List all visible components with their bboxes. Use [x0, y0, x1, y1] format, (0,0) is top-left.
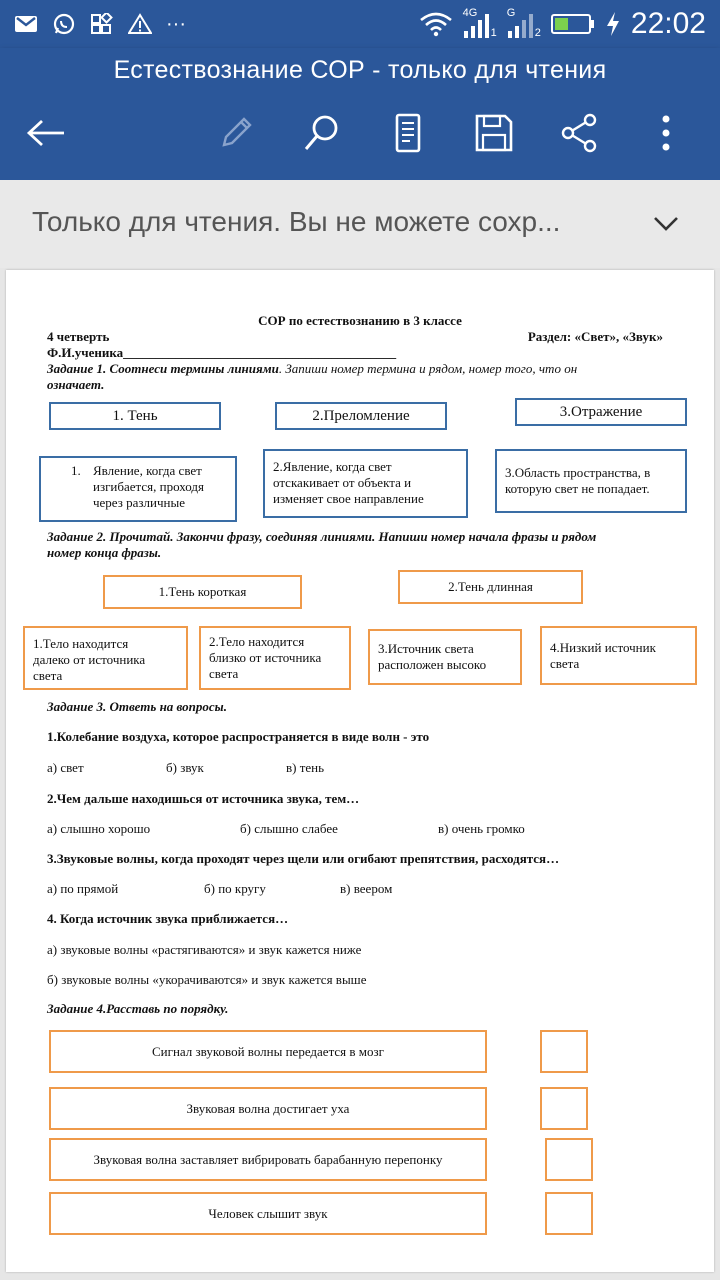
read-only-banner[interactable]	[0, 180, 720, 268]
phrase-end-4: 4.Низкий источник света	[540, 626, 697, 685]
order-item-1: Сигнал звуковой волны передается в мозг	[49, 1030, 487, 1073]
q3-option-c: в) веером	[340, 881, 393, 896]
pencil-icon	[216, 113, 256, 153]
document-heading: СОР по естествознанию в 3 классе	[258, 313, 462, 328]
term-1-box: 1. Тень	[49, 402, 221, 430]
task1-title: Задание 1. Соотнеси термины линиями. Запиши номер термина и рядом, номер того, что он означает.	[47, 361, 578, 392]
document-title: Естествознание СОР - только для чтения	[113, 56, 607, 84]
student-name-line: Ф.И.ученика__________________________________________	[47, 345, 397, 360]
order-answer-box-3	[545, 1138, 593, 1181]
status-bar	[0, 0, 720, 48]
back-button[interactable]	[21, 108, 71, 158]
read-only-message: Только для чтения. Вы не можете сохр...	[32, 206, 561, 237]
share-button[interactable]	[555, 108, 605, 158]
order-item-3: Звуковая волна заставляет вибрировать барабанную перепонку	[49, 1138, 487, 1181]
more-options-button[interactable]	[641, 108, 691, 158]
search-icon	[302, 113, 342, 153]
charging-icon	[605, 11, 621, 37]
q3-option-b: б) по кругу	[204, 881, 266, 896]
task3-title: Задание 3. Ответь на вопросы.	[47, 699, 227, 714]
q3-option-a: а) по прямой	[47, 881, 119, 896]
wifi-icon	[419, 11, 453, 37]
order-item-2: Звуковая волна достигает уха	[49, 1087, 487, 1130]
more-notifications-icon: ···	[166, 12, 186, 35]
app-toolbar	[0, 48, 720, 180]
phrase-end-1: 1.Тело находится далеко от источника света	[23, 626, 188, 690]
sim2-label: 2	[534, 27, 541, 39]
document-page	[6, 270, 714, 1272]
definition-3-box: 3.Область пространства, в которую свет не попадает.	[495, 449, 687, 513]
question-1: 1.Колебание воздуха, которое распространяется в виде волн - это	[47, 729, 430, 744]
term-2-box: 2.Преломление	[275, 402, 447, 430]
question-4: 4. Когда источник звука приближается…	[47, 911, 289, 926]
phrase-end-2: 2.Тело находится близко от источника света	[199, 626, 351, 690]
section-label: Раздел: «Свет», «Звук»	[527, 329, 663, 344]
back-arrow-icon	[26, 118, 66, 148]
apps-icon	[90, 13, 114, 35]
quarter-label: 4 четверть	[47, 329, 110, 344]
question-3: 3.Звуковые волны, когда проходят через щели или огибают препятствия, расходятся…	[47, 851, 560, 866]
q4-option-a: а) звуковые волны «растягиваются» и звук кажется ниже	[47, 942, 362, 957]
definition-1-box: 1. Явление, когда свет изгибается, проходя через различные	[39, 456, 237, 522]
q1-option-b: б) звук	[166, 760, 204, 775]
search-button[interactable]	[297, 108, 347, 158]
more-vertical-icon	[660, 113, 672, 153]
q2-option-a: а) слышно хорошо	[47, 821, 151, 836]
q2-option-c: в) очень громко	[438, 821, 525, 836]
order-answer-box-1	[540, 1030, 588, 1073]
network-type-g: G	[506, 7, 516, 19]
phrase-end-3: 3.Источник света расположен высоко	[368, 629, 522, 685]
task4-title: Задание 4.Расставь по порядку.	[47, 1001, 229, 1016]
share-icon	[560, 113, 600, 153]
network-type-4g: 4G	[462, 7, 478, 19]
task2-title: Задание 2. Прочитай. Закончи фразу, соединяя линиями. Напиши номер начала фразы и рядом номер конца фразы.	[47, 529, 597, 560]
save-button[interactable]	[469, 108, 519, 158]
reading-view-button[interactable]	[383, 108, 433, 158]
q4-option-b: б) звуковые волны «укорачиваются» и звук кажется выше	[47, 972, 367, 987]
edit-button[interactable]	[211, 108, 261, 158]
question-2: 2.Чем дальше находишься от источника звука, тем…	[47, 791, 360, 806]
order-answer-box-2	[540, 1087, 588, 1130]
phrase-start-1: 1.Тень короткая	[103, 575, 302, 609]
q1-option-a: а) свет	[47, 760, 84, 775]
save-icon	[474, 113, 514, 153]
order-item-4: Человек слышит звук	[49, 1192, 487, 1235]
phrase-start-2: 2.Тень длинная	[398, 570, 583, 604]
gmail-icon	[14, 13, 38, 35]
definition-2-box: 2.Явление, когда свет отскакивает от объекта и изменяет свое направление	[263, 449, 468, 518]
battery-icon	[551, 13, 595, 35]
whatsapp-icon	[52, 13, 76, 35]
expand-banner-button[interactable]	[648, 208, 684, 240]
q1-option-c: в) тень	[286, 760, 325, 775]
term-3-box: 3.Отражение	[515, 398, 687, 426]
q2-option-b: б) слышно слабее	[240, 821, 338, 836]
mobile-view-icon	[393, 113, 423, 153]
clock: 22:02	[630, 7, 706, 40]
warning-icon	[128, 13, 152, 35]
chevron-down-icon	[653, 216, 679, 232]
order-answer-box-4	[545, 1192, 593, 1235]
sim1-label: 1	[490, 27, 497, 39]
